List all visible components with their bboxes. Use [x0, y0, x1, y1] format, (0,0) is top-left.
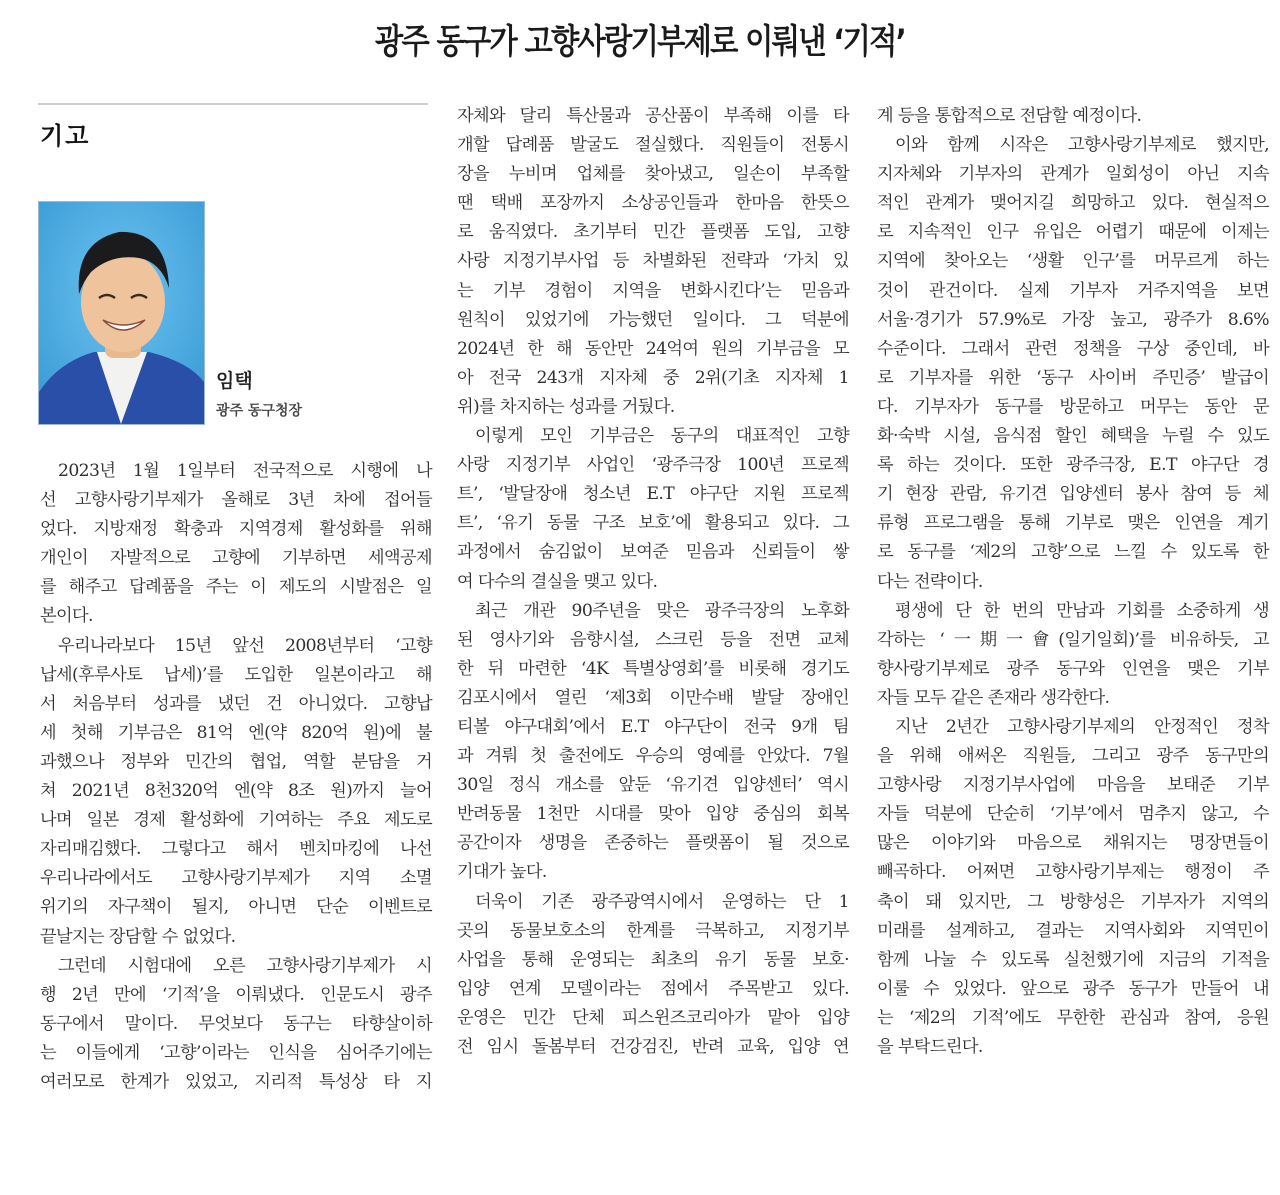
article-text-line: 쳐 2021년 8천320억 엔(약 8조 원)까지 늘어 — [40, 781, 432, 802]
article-text-line: 2023년 1월 1일부터 전국적으로 시행에 나 — [58, 461, 432, 481]
article-text-line: 었다. 지방재정 확충과 지역경제 활성화를 위해 — [40, 519, 432, 540]
article-text-line: 입양 연계 모델이라는 점에서 주목받고 있다. — [457, 978, 849, 999]
article-text-line: 고향사랑 지정기부사업에 마음을 보태준 기부 — [877, 775, 1269, 796]
article-text-line: 을 위해 애써온 직원들, 그리고 광주 동구만의 — [877, 746, 1269, 767]
article-text-line: 자들 모두 같은 존재라 생각한다. — [877, 687, 1110, 708]
article-text-line: 동구에서 말이다. 무엇보다 동구는 타향살이하 — [40, 1013, 432, 1034]
article-text-line: 로 지속적인 인구 유입은 어렵기 때문에 이제는 — [877, 222, 1269, 243]
author-photo — [38, 201, 205, 425]
article-text-line: 전 임시 돌봄부터 건강검진, 반려 교육, 입양 연 — [457, 1037, 849, 1057]
article-text-line: 위기의 자구책이 될지, 아니면 단순 이벤트로 — [40, 897, 432, 918]
article-text-line: 2024년 한 해 동안만 24억여 원의 기부금을 모 — [457, 338, 849, 359]
author-title: 광주 동구청장 — [216, 403, 303, 419]
article-text-line: 우리나라보다 15년 앞선 2008년부터 ‘고향 — [58, 635, 432, 656]
article-headline: 광주 동구가 고향사랑기부제로 이뤄낸 ‘기적’ — [374, 22, 906, 62]
article-text-line: 지자체와 기부자의 관계가 일회성이 아닌 지속 — [877, 164, 1269, 185]
article-text-line: 최근 개관 90주년을 맞은 광주극장의 노후화 — [475, 600, 849, 621]
article-text-line: 우리나라에서도 고향사랑기부제가 지역 소멸 — [40, 868, 432, 889]
author-name: 임택 — [216, 370, 253, 392]
article-text-line: 세 첫해 기부금은 81억 엔(약 820억 원)에 불 — [40, 722, 432, 743]
article-text-line: 로 동구를 ‘제2의 고향’으로 느낄 수 있도록 한 — [877, 542, 1269, 563]
article-text-line: 그런데 시험대에 오른 고향사랑기부제가 시 — [58, 955, 432, 976]
article-text-line: 여 다수의 결실을 맺고 있다. — [457, 571, 658, 592]
article-text-line: 각하는 ‘一期一會(일기일회)’를 비유하듯, 고 — [877, 629, 1269, 650]
article-text-line: 자리매김했다. 그렇다고 해서 벤치마킹에 나선 — [40, 839, 432, 860]
article-text-line: 더욱이 기존 광주광역시에서 운영하는 단 1 — [475, 891, 849, 912]
article-text-line: 본이다. — [40, 606, 93, 627]
article-text-line: 트’, ‘발달장애 청소년 E.T 야구단 지원 프로젝 — [457, 484, 849, 505]
article-text-line: 과했으나 정부와 민간의 협업, 역할 분담을 거 — [40, 751, 432, 772]
article-text-line: 티볼 야구대회’에서 E.T 야구단이 전국 9개 팀 — [457, 716, 849, 737]
article-text-line: 반려동물 1천만 시대를 맞아 입양 중심의 회복 — [457, 804, 849, 825]
article-text-line: 을 부탁드린다. — [877, 1037, 983, 1057]
article-text-line: 개인이 자발적으로 고향에 기부하면 세액공제 — [40, 548, 432, 569]
article-text-line: 향사랑기부제로 광주 동구와 인연을 맺은 기부 — [877, 658, 1269, 679]
article-column-3 — [877, 102, 1269, 1062]
article-text-line: 이와 함께 시작은 고향사랑기부제로 했지만, — [895, 135, 1269, 156]
article-text-line: 땐 택배 포장까지 소상공인들과 한마음 한뜻으 — [457, 193, 849, 214]
article-text-line: 는 기부 경험이 지역을 변화시킨다’는 믿음과 — [457, 280, 849, 301]
article-text-line: 자들 덕분에 단순히 ‘기부’에서 멈추지 않고, 수 — [877, 804, 1269, 825]
article-text-line: 것이 관건이다. 실제 기부자 거주지역을 보면 — [877, 280, 1269, 301]
article-text-line: 기대가 높다. — [457, 862, 547, 883]
article-text-line: 로 움직였다. 초기부터 민간 플랫폼 도입, 고향 — [457, 222, 849, 243]
article-text-line: 빼곡하다. 어쩌면 고향사랑기부제는 행정이 주 — [877, 862, 1269, 883]
article-text-line: 계 등을 통합적으로 전담할 예정이다. — [877, 106, 1142, 126]
article-text-line: 는 ‘제2의 기적’에도 무한한 관심과 참여, 응원 — [877, 1007, 1269, 1028]
article-text-line: 화·숙박 시설, 음식점 할인 혜택을 누릴 수 있도 — [877, 426, 1269, 447]
article-text-line: 과정에서 숨김없이 보여준 믿음과 신뢰들이 쌓 — [457, 542, 849, 563]
article-text-line: 트’, ‘유기 동물 구조 보호’에 활용되고 있다. 그 — [457, 513, 849, 534]
article-text-line: 끝날지는 장담할 수 없었다. — [40, 926, 236, 947]
article-text-line: 선 고향사랑기부제가 올해로 3년 차에 접어들 — [40, 490, 432, 511]
article-text-line: 자체와 달리 특산물과 공산품이 부족해 이를 타 — [457, 106, 849, 126]
article-text-line: 지역에 찾아오는 ‘생활 인구’를 머무르게 하는 — [877, 251, 1269, 272]
article-text-line: 나며 일본 경제 활성화에 기여하는 주요 제도로 — [40, 810, 432, 831]
article-text-line: 여러모로 한계가 있었고, 지리적 특성상 타 지 — [40, 1071, 432, 1092]
article-text-line: 아 전국 243개 지자체 중 2위(기초 지자체 1 — [457, 367, 849, 388]
article-column-2 — [457, 102, 849, 1062]
article-text-line: 기 현장 관람, 유기견 입양센터 봉사 참여 등 체 — [877, 484, 1269, 505]
article-text-line: 록 하는 것이다. 또한 광주극장, E.T 야구단 경 — [877, 455, 1269, 476]
article-text-line: 수준이다. 그래서 관련 정책을 구상 중인데, 바 — [877, 338, 1269, 359]
article-text-line: 축이 돼 있지만, 그 방향성은 기부자가 지역의 — [877, 891, 1269, 912]
article-text-line: 를 해주고 답례품을 주는 이 제도의 시발점은 일 — [40, 577, 432, 598]
article-text-line: 30일 정식 개소를 앞둔 ‘유기견 입양센터’ 역시 — [457, 775, 849, 796]
article-text-line: 운영은 민간 단체 피스윈즈코리아가 맡아 입양 — [457, 1007, 849, 1028]
article-text-line: 이렇게 모인 기부금은 동구의 대표적인 고향 — [475, 426, 849, 447]
article-text-line: 사랑 지정기부 사업인 ‘광주극장 100년 프로젝 — [457, 455, 849, 476]
article-text-line: 사업을 통해 운영되는 최초의 유기 동물 보호· — [457, 949, 849, 970]
article-text-line: 많은 이야기와 마음으로 채워지는 명장면들이 — [877, 833, 1269, 854]
article-text-line: 곳의 동물보호소의 한계를 극복하고, 지정기부 — [457, 920, 849, 941]
article-text-line: 서울·경기가 57.9%로 가장 높고, 광주가 8.6% — [877, 309, 1269, 330]
article-text-line: 지난 2년간 고향사랑기부제의 안정적인 정착 — [895, 716, 1269, 737]
article-text-line: 서 처음부터 성과를 냈던 건 아니었다. 고향납 — [40, 693, 432, 714]
article-text-line: 평생에 단 한 번의 만남과 기회를 소중하게 생 — [895, 600, 1269, 621]
article-text-line: 납세(후루사토 납세)’를 도입한 일본이라고 해 — [40, 664, 432, 685]
section-label: 기고 — [40, 122, 91, 150]
article-text-line: 행 2년 만에 ‘기적’을 이뤄냈다. 인문도시 광주 — [40, 984, 432, 1005]
article-text-line: 위)를 차지하는 성과를 거뒀다. — [457, 396, 675, 417]
article-text-line: 과 겨뤄 첫 출전에도 우승의 영예를 안았다. 7월 — [457, 746, 849, 767]
article-text-line: 장을 누비며 업체를 찾아냈고, 일손이 부족할 — [457, 164, 849, 185]
article-text-line: 는 이들에게 ‘고향’이라는 인식을 심어주기에는 — [40, 1042, 432, 1063]
article-text-line: 김포시에서 열린 ‘제3회 이만수배 발달 장애인 — [457, 687, 849, 708]
article-text-line: 류형 프로그램을 통해 기부로 맺은 인연을 계기 — [877, 513, 1269, 534]
article-text-line: 한 뒤 마련한 ‘4K 특별상영회’를 비롯해 경기도 — [457, 658, 849, 679]
article-column-1 — [40, 457, 432, 1097]
article-text-line: 적인 관계가 맺어지길 희망하고 있다. 현실적으 — [877, 193, 1269, 214]
article-text-line: 공간이자 생명을 존중하는 플랫폼이 될 것으로 — [457, 833, 849, 854]
section-divider — [38, 103, 428, 105]
article-text-line: 함께 나눌 수 있도록 실천했기에 지금의 기적을 — [877, 949, 1269, 970]
article-text-line: 이룰 수 있었다. 앞으로 광주 동구가 만들어 내 — [877, 978, 1269, 999]
article-text-line: 개할 답례품 발굴도 절실했다. 직원들이 전통시 — [457, 135, 849, 156]
article-text-line: 된 영사기와 음향시설, 스크린 등을 전면 교체 — [457, 629, 849, 650]
article-text-line: 미래를 설계하고, 결과는 지역사회와 지역민이 — [877, 920, 1269, 941]
article-text-line: 사랑 지정기부사업 등 차별화된 전략과 ‘가치 있 — [457, 251, 849, 272]
article-text-line: 다. 기부자가 동구를 방문하고 머무는 동안 문 — [877, 396, 1269, 417]
article-text-line: 로 기부자를 위한 ‘동구 사이버 주민증’ 발급이 — [877, 367, 1269, 388]
portrait-illustration — [39, 202, 204, 424]
article-text-line: 원칙이 있었기에 가능했던 일이다. 그 덕분에 — [457, 309, 849, 330]
article-text-line: 다는 전략이다. — [877, 571, 983, 592]
